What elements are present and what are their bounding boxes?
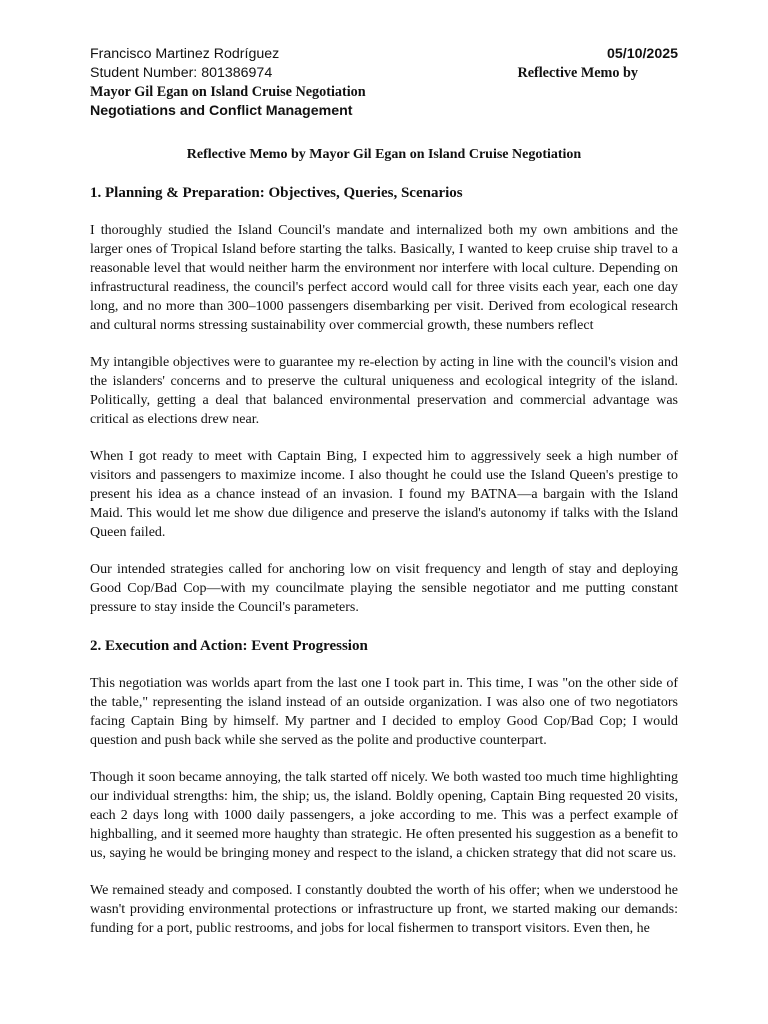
paragraph: Our intended strategies called for anchoring low on visit frequency and length of stay and deploying Good Cop/Bad Cop—with my councilmate playing the sensible negotiator and me putting constant pressure to stay inside the Council's parameters.	[90, 562, 678, 615]
section-heading-1: 1. Planning & Preparation: Objectives, Queries, Scenarios	[90, 185, 463, 201]
document-page	[90, 45, 678, 938]
document-title: Reflective Memo by Mayor Gil Egan on Island Cruise Negotiation	[186, 147, 582, 162]
paragraph: I thoroughly studied the Island Council's mandate and internalized both my own ambitions and the larger ones of Tropical Island before starting the talks. Basically, I wanted to keep cruise ship travel to a reasonable level that would neither harm the environment nor interfere with local culture. Depending on infrastructural readiness, the council's perfect accord would call for three visits each year, each one day long, and no more than 300–1000 passengers disembarking per visit. Derived from ecological research and cultural norms stressing sustainability over commercial growth, these numbers reflect	[90, 223, 678, 333]
paragraph: This negotiation was worlds apart from the last one I took part in. This time, I was "on the other side of the table," representing the island instead of an outside organization. I was also one of two negotiators facing Captain Bing by himself. My partner and I decided to employ Good Cop/Bad Cop; I would question and push back while she served as the polite and productive counterpart.	[90, 676, 678, 748]
section-heading-2: 2. Execution and Action: Event Progression	[90, 638, 368, 654]
header-line-2	[90, 64, 678, 83]
paragraph: We remained steady and composed. I constantly doubted the worth of his offer; when we understood he wasn't providing environmental protections or infrastructure up front, we started making our demands: funding for a port, public restrooms, and jobs for local fishermen to transport visitors. Even then, he	[90, 883, 678, 936]
paragraph: My intangible objectives were to guarantee my re-election by acting in line with the council's vision and the islanders' concerns and to preserve the cultural uniqueness and ecological integrity of the island. Politically, getting a deal that balanced environmental preservation and commercial advantage was critical as elections drew near.	[90, 355, 678, 427]
document-date: 05/10/2025	[606, 46, 678, 62]
paragraph: When I got ready to meet with Captain Bing, I expected him to aggressively seek a high number of visitors and passengers to maximize income. I also thought he could use the Island Queen's prestige to present his idea as a chance instead of an invasion. I found my BATNA—a bargain with the Island Maid. This would let me show due diligence and preserve the island's autonomy if talks with the Island Queen failed.	[90, 449, 678, 540]
header-title-continuation: Mayor Gil Egan on Island Cruise Negotiation	[90, 84, 366, 100]
course-name: Negotiations and Conflict Management	[90, 103, 353, 119]
author-name: Francisco Martinez Rodríguez	[90, 46, 280, 62]
paragraph: Though it soon became annoying, the talk started off nicely. We both wasted too much time highlighting our individual strengths: him, the ship; us, the island. Boldly opening, Captain Bing requested 20 visits, each 2 days long with 1000 daily passengers, a joke according to me. This was a perfect example of highballing, and it seemed more haughty than strategic. He often presented his suggestion as a benefit to us, saying he would be bringing money and respect to the island, a chicken strategy that did not scare us.	[90, 770, 678, 861]
header-line-1	[90, 45, 678, 64]
student-number: Student Number: 801386974	[90, 65, 273, 81]
header-title-right: Reflective Memo by	[517, 65, 638, 81]
